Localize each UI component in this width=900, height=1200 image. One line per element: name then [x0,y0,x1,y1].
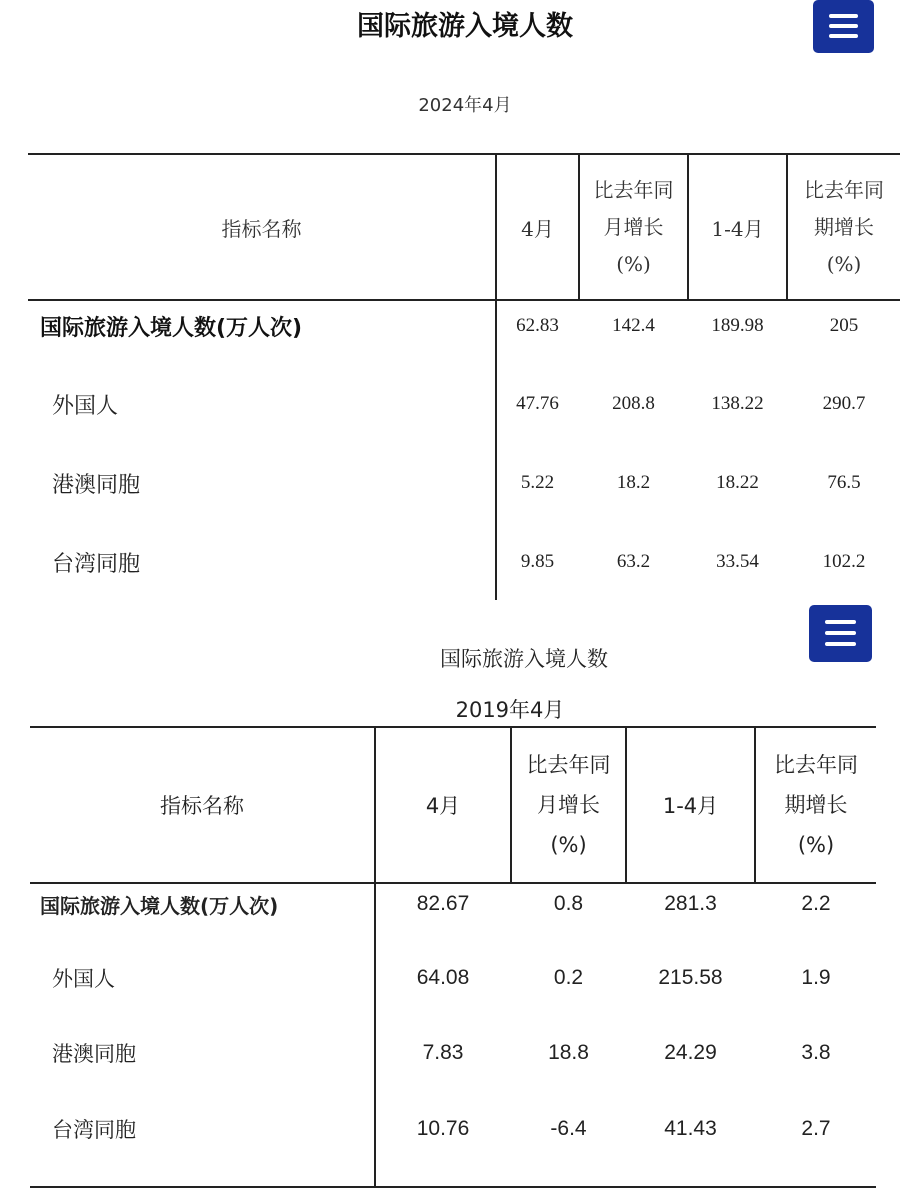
table-2019-bottom-border [30,1186,876,1188]
header-ytd: 1-4月 [662,794,719,818]
header-indicator-name: 指标名称 [160,794,244,818]
cell-ytd-growth: 102.2 [822,551,866,572]
cell-month-growth: 18.8 [548,1041,589,1064]
cell-month-growth: 0.2 [553,966,584,989]
cell-month-growth: 142.4 [612,315,655,336]
cell-ytd-growth: 205 [829,315,859,336]
cell-month: 9.85 [520,551,555,572]
cell-ytd-growth: 2.2 [801,892,831,915]
cell-month: 10.76 [416,1117,470,1140]
cell-ytd-growth: 76.5 [827,472,861,493]
cell-ytd-growth: 3.8 [801,1041,831,1064]
menu-button-top[interactable] [813,0,874,53]
cell-month-growth: 63.2 [616,551,651,572]
table-2019-title: 国际旅游入境人数 [440,647,608,671]
cell-month-growth: 18.2 [616,472,651,493]
cell-ytd: 281.3 [664,892,717,915]
cell-month: 62.83 [516,315,559,336]
header-month-growth: 比去年同 月增长 (%) [526,753,611,857]
header-ytd-growth: 比去年同 期增长 (%) [804,177,884,276]
cell-ytd: 41.43 [664,1117,717,1140]
header-month: 4月 [425,794,461,818]
cell-ytd-growth: 2.7 [801,1117,831,1140]
header-month: 4月 [521,216,554,241]
cell-ytd: 215.58 [658,966,723,989]
cell-month: 7.83 [422,1041,464,1064]
table-2024-header-border [28,299,900,301]
cell-ytd: 138.22 [711,393,764,414]
row-name: 外国人 [52,393,119,419]
cell-month: 47.76 [516,393,559,414]
header-ytd-growth: 比去年同 期增长 (%) [774,753,858,857]
header-ytd: 1-4月 [711,216,764,241]
row-name: 港澳同胞 [52,1042,136,1066]
cell-month: 64.08 [416,966,470,989]
cell-month: 5.22 [520,472,555,493]
row-name: 外国人 [52,967,115,991]
row-name: 港澳同胞 [52,472,141,498]
header-indicator-name: 指标名称 [221,216,302,241]
cell-month-growth: 208.8 [612,393,655,414]
cell-ytd-growth: 290.7 [822,393,866,414]
row-name: 国际旅游入境人数(万人次) [40,893,279,918]
header-month-growth: 比去年同 月增长 (%) [593,177,674,276]
cell-month: 82.67 [416,892,470,915]
cell-ytd: 24.29 [664,1041,717,1064]
table-2019-date: 2019年4月 [455,698,565,722]
row-name: 台湾同胞 [52,1118,136,1142]
row-name: 国际旅游入境人数(万人次) [40,315,303,341]
cell-ytd: 18.22 [716,472,759,493]
cell-ytd: 33.54 [716,551,759,572]
cell-month-growth: 0.8 [553,892,584,915]
table-2024-date: 2024年4月 [418,95,512,116]
row-name: 台湾同胞 [52,551,141,577]
table-2024-title: 国际旅游入境人数 [357,11,573,42]
cell-ytd-growth: 1.9 [801,966,831,989]
cell-month-growth: -6.4 [550,1117,587,1140]
cell-ytd: 189.98 [711,315,764,336]
